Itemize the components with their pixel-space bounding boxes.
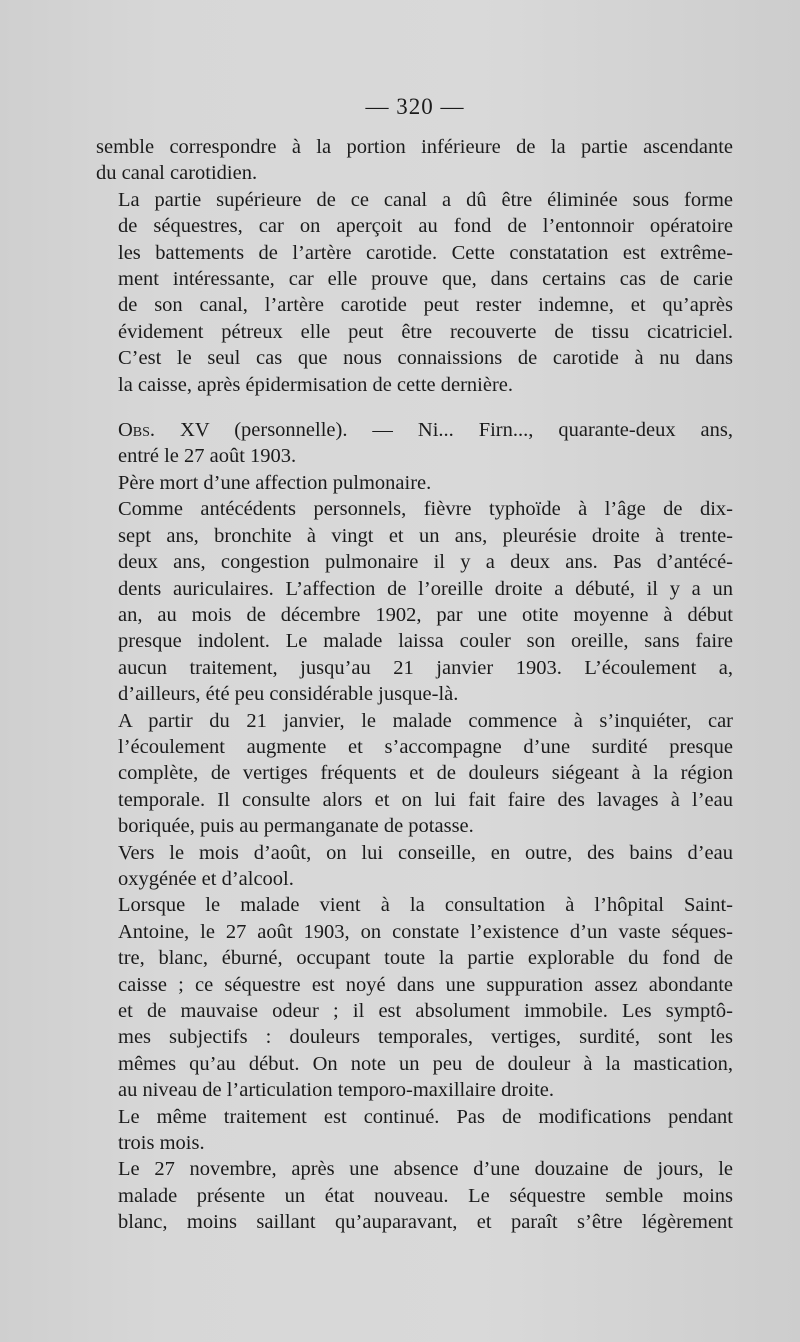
text-line: Antoine, le 27 août 1903, on constate l’existence d’un vaste séques- (118, 920, 733, 943)
text-line (96, 417, 733, 443)
text-line: sept ans, bronchite à vingt et un ans, pleurésie droite à trente- (118, 524, 733, 547)
text-line: tre, blanc, éburné, occupant toute la partie explorable du fond de (118, 947, 733, 970)
text-line: aucun traitement, jusqu’au 21 janvier 1903. L’écoulement a, (118, 656, 733, 679)
text-line: Père mort d’une affection pulmonaire. (118, 471, 432, 494)
text-line: semble correspondre à la portion inférieure de la partie ascendante (96, 136, 733, 158)
text-line: oxygénée et d’alcool. (118, 867, 294, 890)
text-line: les battements de l’artère carotide. Cette constatation est extrême- (118, 241, 733, 264)
text-line: mêmes qu’au début. On note un peu de douleur à la mastication, (118, 1052, 733, 1075)
body-text (96, 134, 733, 1236)
text-line: mes subjectifs : douleurs temporales, vertiges, surdité, sont les (118, 1026, 733, 1049)
text-line: caisse ; ce séquestre est noyé dans une suppuration assez abondante (118, 973, 733, 996)
paragraph (96, 496, 733, 707)
obs-heading-text: XV (personnelle). — Ni... Firn..., quarante-deux ans, (180, 419, 733, 442)
observation-heading (96, 417, 733, 470)
text-line: temporale. Il consulte alors et on lui fait faire des lavages à l’eau (118, 788, 733, 811)
text-line: Le 27 novembre, après une absence d’une douzaine de jours, le (118, 1158, 733, 1181)
paragraph (96, 134, 733, 187)
paragraph (96, 187, 733, 398)
obs-label: Obs. (118, 419, 156, 442)
text-line: an, au mois de décembre 1902, par une otite moyenne à début (118, 603, 733, 626)
paragraph (96, 840, 733, 893)
text-line: entré le 27 août 1903. (118, 445, 297, 468)
text-line: C’est le seul cas que nous connaissions de carotide à nu dans (118, 347, 733, 370)
text-line: au niveau de l’articulation temporo-maxillaire droite. (118, 1079, 555, 1102)
text-line: et de mauvaise odeur ; il est absolument immobile. Les symptô- (118, 1000, 733, 1022)
text-line: dents auriculaires. L’affection de l’oreille droite a débuté, il y a un (118, 577, 733, 600)
text-line: la caisse, après épidermisation de cette dernière. (118, 373, 514, 396)
paragraph (96, 1156, 733, 1235)
paragraph (96, 892, 733, 1103)
text-line: blanc, moins saillant qu’auparavant, et paraît s’être légèrement (118, 1211, 733, 1234)
text-line: l’écoulement augmente et s’accompagne d’une surdité presque (118, 735, 733, 758)
text-line: d’ailleurs, été peu considérable jusque-là. (118, 683, 459, 706)
text-line: de son canal, l’artère carotide peut rester indemne, et qu’après (118, 294, 733, 317)
text-line: A partir du 21 janvier, le malade commence à s’inquiéter, car (118, 709, 733, 732)
text-line: malade présente un état nouveau. Le séquestre semble moins (118, 1184, 733, 1207)
text-line: Lorsque le malade vient à la consultation à l’hôpital Saint- (118, 894, 733, 917)
text-line: de séquestres, car on aperçoit au fond de l’entonnoir opératoire (118, 215, 733, 238)
text-line: du canal carotidien. (96, 162, 258, 185)
text-line: presque indolent. Le malade laissa couler son oreille, sans faire (118, 630, 733, 653)
text-line: trois mois. (118, 1132, 205, 1155)
text-line: deux ans, congestion pulmonaire il y a deux ans. Pas d’antécé- (118, 551, 733, 574)
text-line: évidement pétreux elle peut être recouverte de tissu cicatriciel. (118, 320, 733, 343)
text-line: Vers le mois d’août, on lui conseille, en outre, des bains d’eau (118, 841, 733, 864)
text-line: Comme antécédents personnels, fièvre typhoïde à l’âge de dix- (118, 498, 733, 521)
page-number: — 320 — (365, 94, 465, 119)
text-line: Le même traitement est continué. Pas de modifications pendant (118, 1105, 733, 1128)
text-line: complète, de vertiges fréquents et de douleurs siégeant à la région (118, 762, 733, 785)
paragraph (96, 1104, 733, 1157)
section-gap (96, 398, 733, 417)
text-line: ment intéressante, car elle prouve que, dans certains cas de carie (118, 268, 733, 291)
text-line: La partie supérieure de ce canal a dû être éliminée sous forme (118, 188, 733, 211)
paragraph (96, 470, 733, 496)
paragraph (96, 708, 733, 840)
text-line: boriquée, puis au permanganate de potasse. (118, 815, 474, 838)
